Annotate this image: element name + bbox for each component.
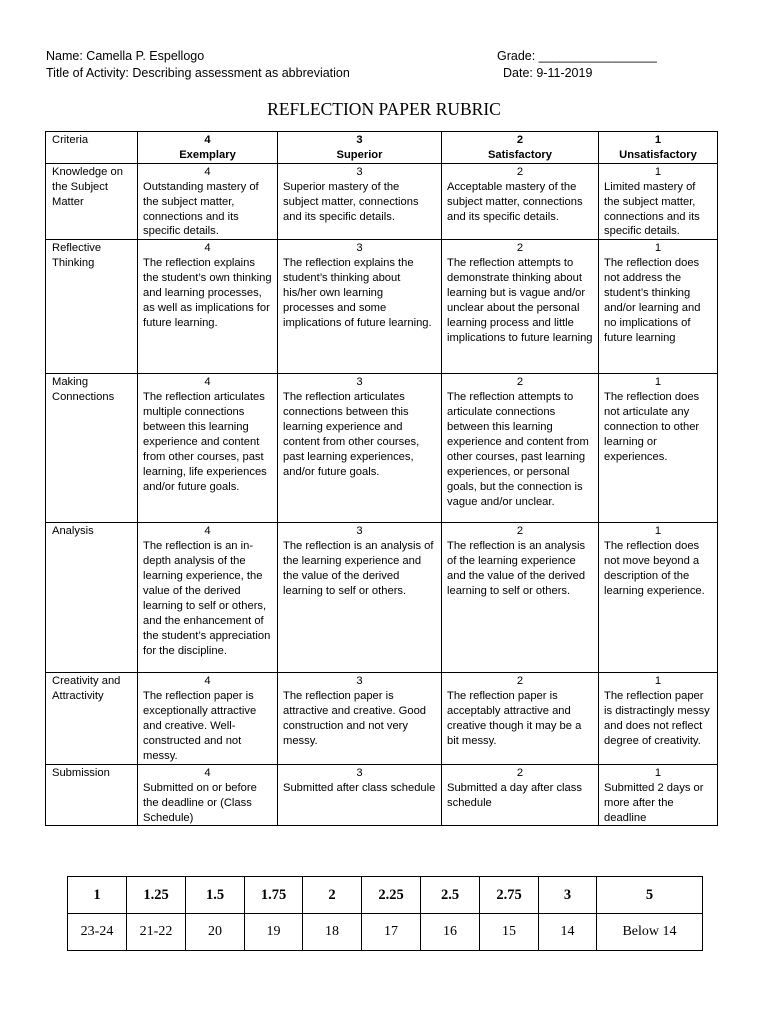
cell-description: The reflection paper is exceptionally attractive and creative. Well-constructed and not messy. <box>143 690 257 762</box>
rubric-cell <box>138 673 278 764</box>
level-header <box>278 132 442 164</box>
level-label: Exemplary <box>179 148 236 161</box>
grade-cell: 1.5 <box>186 877 245 914</box>
rubric-cell <box>278 240 442 374</box>
cell-description: The reflection is an analysis of the learning experience and the value of the derived learning to self or others. <box>447 540 586 597</box>
cell-score: 2 <box>516 675 524 688</box>
cell-score: 3 <box>356 376 363 389</box>
cell-description: Submitted after class schedule <box>283 781 436 794</box>
score-cell: 14 <box>539 914 597 951</box>
rubric-cell <box>599 374 718 523</box>
rubric-body <box>46 132 718 826</box>
rubric-cell <box>278 764 442 826</box>
cell-description: The reflection is an analysis of the learning experience and the value of the derived learning to self or others. <box>283 540 434 597</box>
cell-score: 4 <box>204 242 211 255</box>
level-header <box>138 132 278 164</box>
level-label: Satisfactory <box>487 148 553 161</box>
grade-cell: 2.75 <box>480 877 539 914</box>
cell-description: Submitted on or before the deadline or (Class Schedule) <box>143 781 257 824</box>
score-cell: 20 <box>186 914 245 951</box>
rubric-cell <box>442 764 599 826</box>
cell-description: The reflection explains the student’s own thinking and learning processes, as well as implications for future learning. <box>143 257 272 329</box>
score-cell: 21-22 <box>127 914 186 951</box>
level-label: Superior <box>336 148 383 161</box>
cell-score: 2 <box>516 242 524 255</box>
rubric-cell <box>599 764 718 826</box>
level-header <box>599 132 718 164</box>
rubric-row <box>46 523 718 673</box>
cell-description: The reflection attempts to demonstrate thinking about learning but is vague and/or unclear about the personal learning process and little implications to future learning <box>447 257 593 344</box>
cell-score: 3 <box>356 675 363 688</box>
cell-description: Acceptable mastery of the subject matter, connections and its specific details. <box>447 180 583 223</box>
criterion-cell: Submission <box>46 764 138 826</box>
rubric-row <box>46 673 718 764</box>
rubric-cell <box>442 673 599 764</box>
grade-cell: 2.5 <box>421 877 480 914</box>
cell-score: 4 <box>204 525 211 538</box>
cell-description: The reflection explains the student’s thinking about his/her own learning processes and some implications of future learning. <box>283 257 432 329</box>
rubric-row <box>46 764 718 826</box>
grade-cell: 1.75 <box>245 877 303 914</box>
cell-description: The reflection paper is acceptably attractive and creative though it may be a bit messy. <box>447 690 582 747</box>
cell-score: 1 <box>654 766 662 779</box>
cell-score: 3 <box>356 766 363 779</box>
score-cell: 18 <box>303 914 362 951</box>
rubric-cell <box>442 523 599 673</box>
rubric-cell <box>278 523 442 673</box>
cell-description: The reflection is an in-depth analysis of the learning experience, the value of the derived learning to self or others, and the enhancement of the student’s appreciation for the discipline. <box>143 540 271 657</box>
cell-description: The reflection does not move beyond a description of the learning experience. <box>604 540 705 597</box>
score-row <box>68 914 703 951</box>
criterion-cell: Creativity and Attractivity <box>46 673 138 764</box>
cell-score: 2 <box>516 376 524 389</box>
rubric-cell <box>599 523 718 673</box>
criterion-cell: Making Connections <box>46 374 138 523</box>
student-name: Name: Camella P. Espellogo <box>46 49 205 63</box>
cell-score: 1 <box>654 242 662 255</box>
grade-row <box>68 877 703 914</box>
grading-scale-table <box>67 876 703 951</box>
cell-description: Limited mastery of the subject matter, connections and its specific details. <box>604 180 700 238</box>
activity-title: Title of Activity: Describing assessment as abbreviation <box>46 66 350 80</box>
rubric-cell <box>138 523 278 673</box>
rubric-cell <box>442 374 599 523</box>
level-number: 4 <box>204 134 211 146</box>
cell-description: The reflection paper is attractive and creative. Good construction and not very messy. <box>283 690 427 747</box>
cell-score: 4 <box>204 675 211 688</box>
grade-cell: 2 <box>303 877 362 914</box>
cell-score: 4 <box>204 766 211 779</box>
cell-score: 1 <box>654 525 662 538</box>
cell-description: Submitted a day after class schedule <box>447 781 582 809</box>
cell-description: Outstanding mastery of the subject matter, connections and its specific details. <box>143 180 259 238</box>
cell-score: 2 <box>516 766 524 779</box>
rubric-cell <box>599 240 718 374</box>
rubric-row <box>46 240 718 374</box>
cell-description: The reflection does not address the student’s thinking and/or learning and no implications of future learning <box>604 257 701 344</box>
level-header <box>442 132 599 164</box>
score-cell: 17 <box>362 914 421 951</box>
rubric-row <box>46 374 718 523</box>
score-cell: 23-24 <box>68 914 127 951</box>
cell-description: The reflection articulates multiple connections between this learning experience and content from other courses, past learning, life experiences and/or future goals. <box>143 391 267 493</box>
cell-description: The reflection attempts to articulate connections between this learning experience and content from other courses, past learning experiences, or personal goals, but the connection is vague and/or unclear. <box>447 391 589 508</box>
rubric-cell <box>278 163 442 240</box>
rubric-cell <box>278 374 442 523</box>
criterion-cell: Knowledge on the Subject Matter <box>46 163 138 240</box>
cell-score: 1 <box>654 165 662 178</box>
level-number: 2 <box>516 134 524 146</box>
rubric-row <box>46 163 718 240</box>
rubric-cell <box>599 163 718 240</box>
cell-score: 1 <box>654 675 662 688</box>
grade-cell: 3 <box>539 877 597 914</box>
cell-score: 1 <box>654 376 662 389</box>
cell-score: 4 <box>204 376 211 389</box>
level-number: 3 <box>356 134 363 146</box>
rubric-cell <box>138 240 278 374</box>
cell-description: The reflection articulates connections between this learning experience and content from other courses, past learning experiences, and/or future goals. <box>283 391 420 478</box>
cell-description: The reflection does not articulate any connection to other learning or experiences. <box>604 391 700 463</box>
grade-cell: 2.25 <box>362 877 421 914</box>
rubric-cell <box>599 673 718 764</box>
cell-score: 3 <box>356 525 363 538</box>
rubric-cell <box>442 240 599 374</box>
grade-cell: 1 <box>68 877 127 914</box>
cell-score: 2 <box>516 165 524 178</box>
criterion-cell: Reflective Thinking <box>46 240 138 374</box>
rubric-cell <box>442 163 599 240</box>
rubric-cell <box>138 764 278 826</box>
cell-description: Superior mastery of the subject matter, connections and its specific details. <box>283 180 419 223</box>
rubric-cell <box>138 374 278 523</box>
cell-description: The reflection paper is distractingly messy and does not reflect degree of creativity. <box>604 690 710 747</box>
rubric-cell <box>278 673 442 764</box>
grade-cell: 1.25 <box>127 877 186 914</box>
rubric-cell <box>138 163 278 240</box>
cell-score: 3 <box>356 242 363 255</box>
criteria-header: Criteria <box>46 132 138 164</box>
score-cell: 19 <box>245 914 303 951</box>
score-cell: Below 14 <box>597 914 703 951</box>
page-title: REFLECTION PAPER RUBRIC <box>267 99 501 119</box>
rubric-header-row <box>46 132 718 164</box>
score-cell: 15 <box>480 914 539 951</box>
score-cell: 16 <box>421 914 480 951</box>
level-label: Unsatisfactory <box>619 148 697 161</box>
cell-score: 4 <box>204 165 211 178</box>
criterion-cell: Analysis <box>46 523 138 673</box>
level-number: 1 <box>654 134 662 146</box>
rubric-table <box>45 131 718 826</box>
grade-field: Grade: _________________ <box>497 49 657 63</box>
grade-cell: 5 <box>597 877 703 914</box>
cell-description: Submitted 2 days or more after the deadline <box>604 781 704 824</box>
cell-score: 2 <box>516 525 524 538</box>
cell-score: 3 <box>356 165 363 178</box>
date-field: Date: 9-11-2019 <box>503 66 593 80</box>
